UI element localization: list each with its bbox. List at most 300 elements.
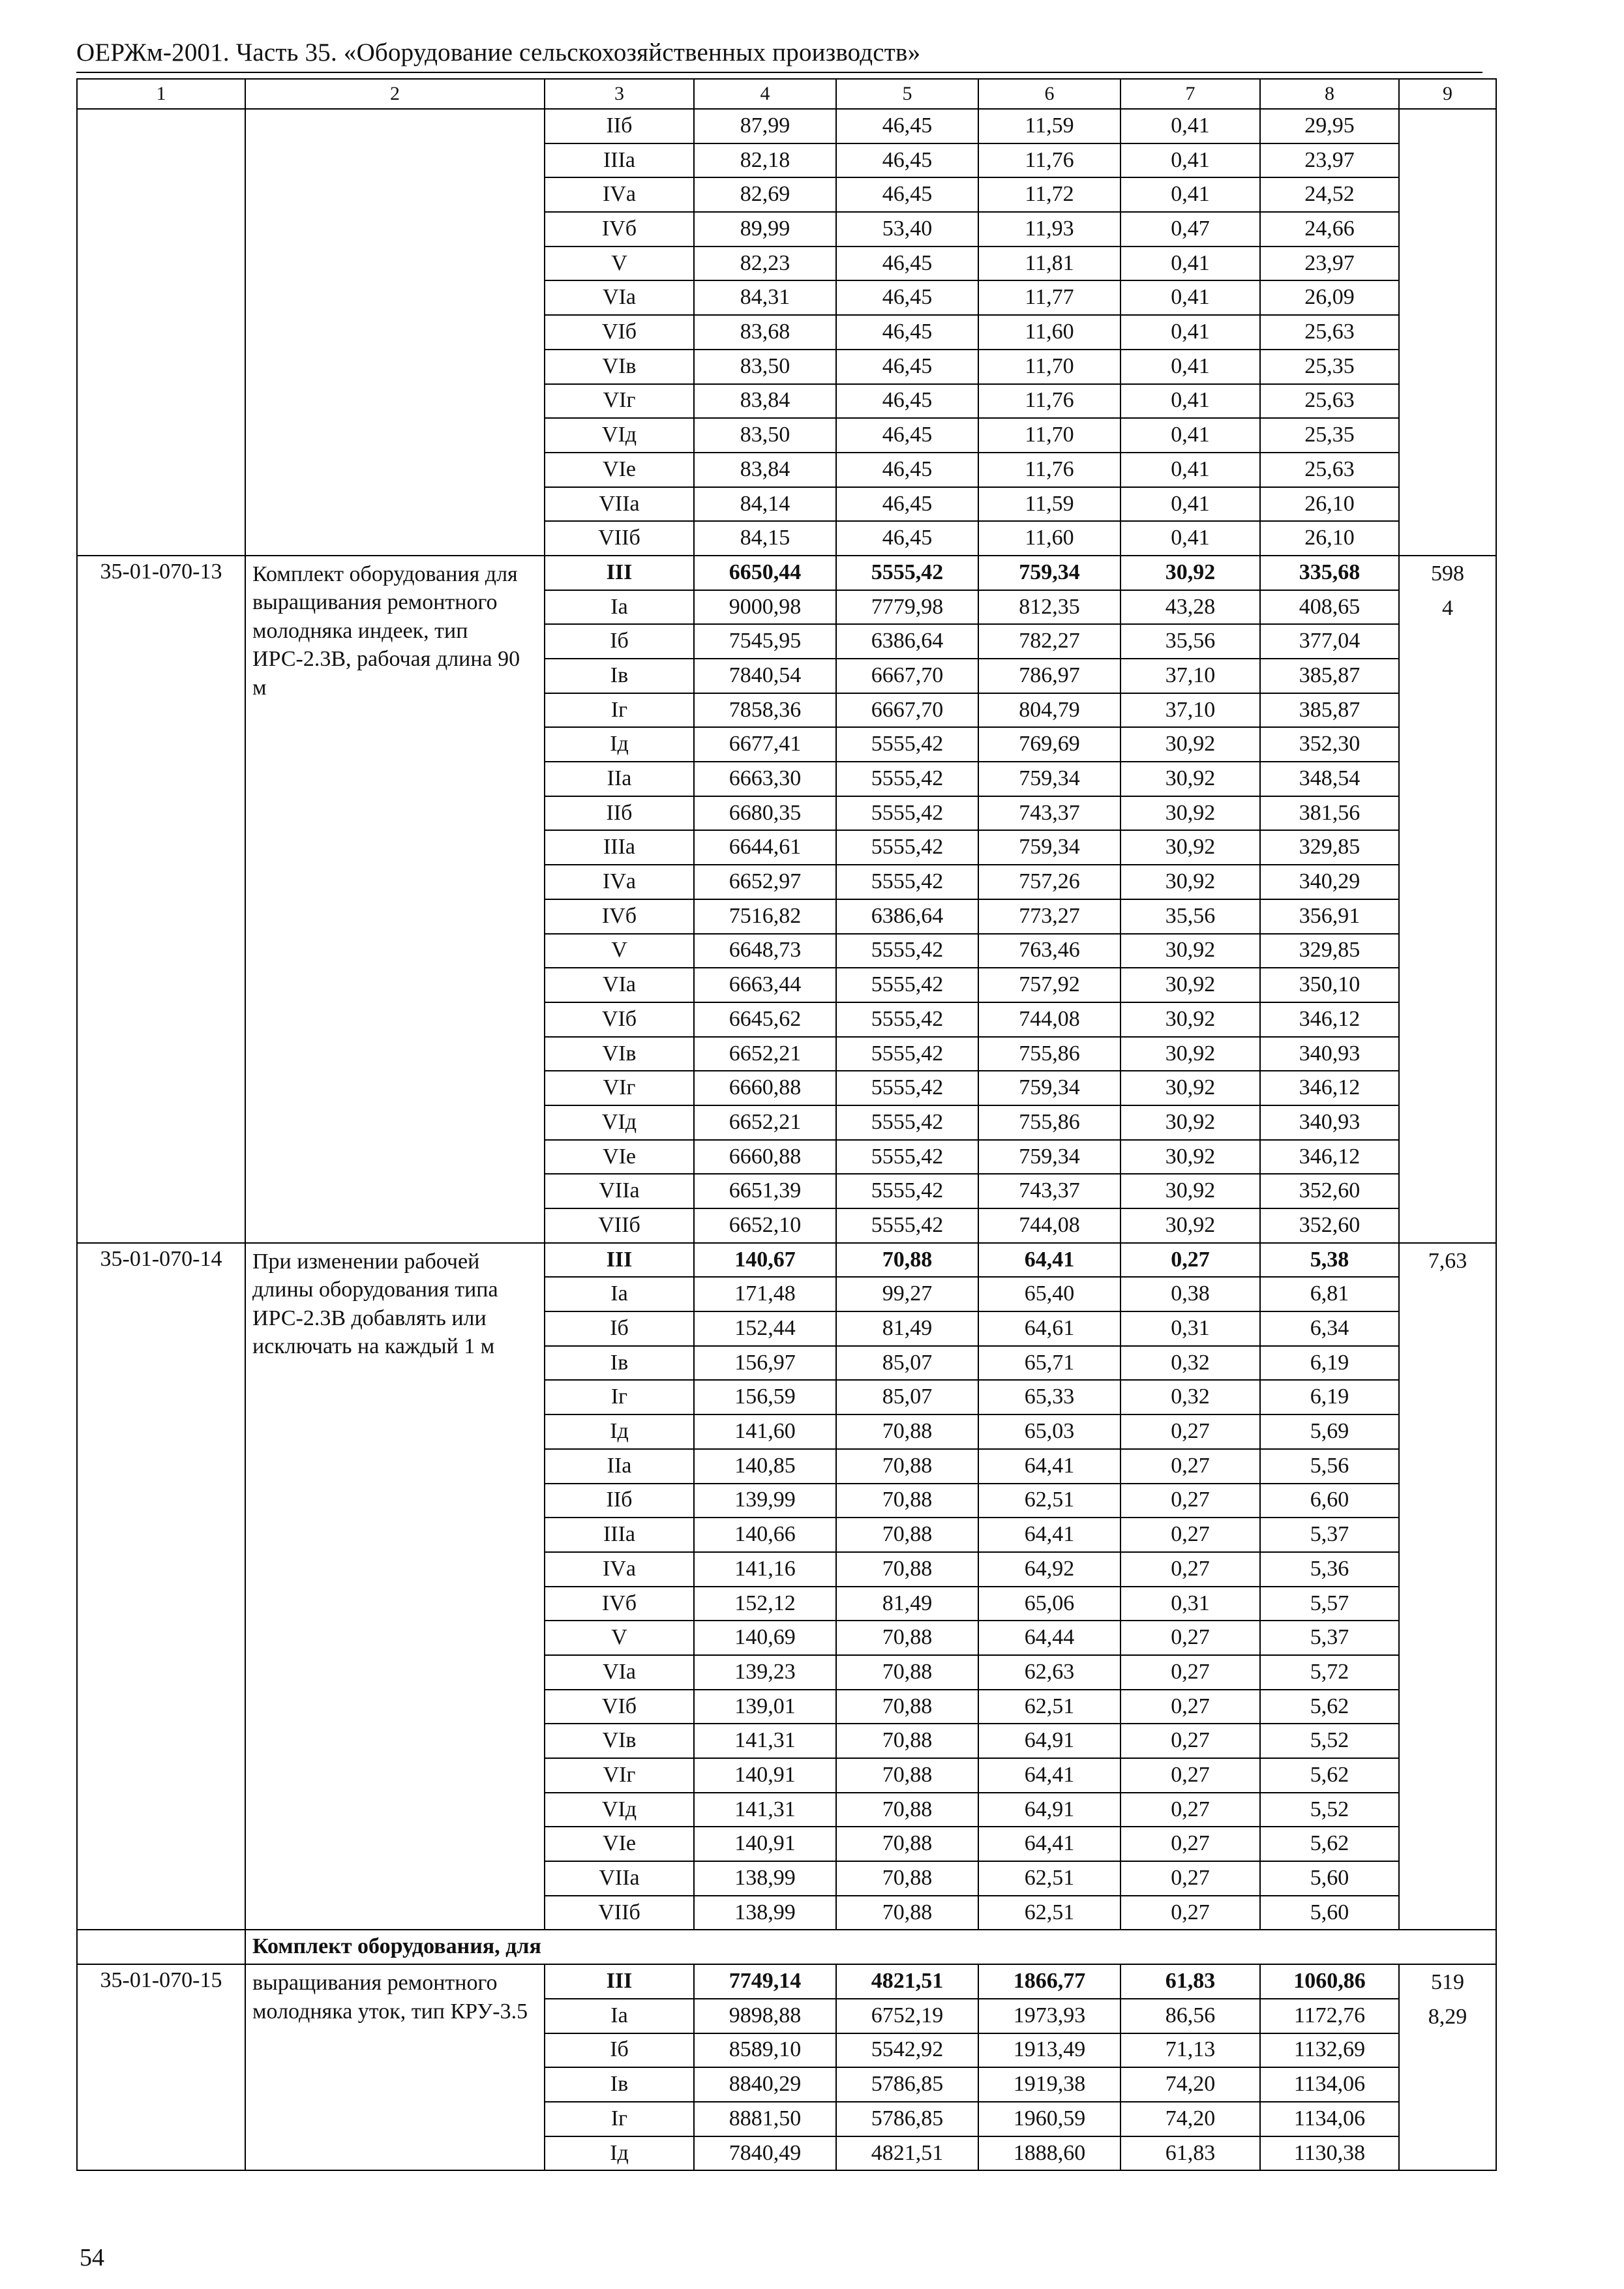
value-cell: 23,97 — [1260, 247, 1399, 281]
value-cell: 83,84 — [694, 453, 836, 487]
value-cell: 139,23 — [694, 1655, 836, 1690]
value-cell: 5555,42 — [836, 968, 978, 1002]
value-cell: 11,76 — [978, 384, 1120, 419]
region-code: IIб — [545, 796, 694, 831]
table-row — [77, 1243, 1496, 1278]
col9-cell — [1399, 1964, 1496, 2170]
value-cell: 64,61 — [978, 1311, 1120, 1346]
value-cell: 152,12 — [694, 1587, 836, 1621]
value-cell: 23,97 — [1260, 143, 1399, 178]
value-cell: 348,54 — [1260, 762, 1399, 796]
region-code: Iг — [545, 2102, 694, 2136]
value-cell: 74,20 — [1120, 2102, 1260, 2136]
value-cell: 0,41 — [1120, 280, 1260, 315]
region-code: Iд — [545, 2136, 694, 2171]
region-code: VIIб — [545, 1208, 694, 1243]
region-code: Iа — [545, 1999, 694, 2033]
value-cell: 64,91 — [978, 1724, 1120, 1758]
value-cell: 0,32 — [1120, 1380, 1260, 1414]
value-cell: 757,92 — [978, 968, 1120, 1002]
value-cell: 64,41 — [978, 1449, 1120, 1484]
value-cell: 385,87 — [1260, 659, 1399, 693]
region-code: IVа — [545, 177, 694, 212]
table-row — [77, 556, 1496, 590]
rates-table-body — [77, 79, 1496, 2170]
value-cell: 1866,77 — [978, 1964, 1120, 1999]
value-cell: 9898,88 — [694, 1999, 836, 2033]
value-cell: 11,59 — [978, 109, 1120, 143]
value-cell: 84,14 — [694, 487, 836, 522]
value-cell: 85,07 — [836, 1380, 978, 1414]
value-cell: 5555,42 — [836, 1208, 978, 1243]
value-cell: 62,51 — [978, 1690, 1120, 1724]
value-cell: 152,44 — [694, 1311, 836, 1346]
value-cell: 5555,42 — [836, 556, 978, 590]
value-cell: 26,10 — [1260, 487, 1399, 522]
value-cell: 64,41 — [978, 1518, 1120, 1552]
value-cell: 83,84 — [694, 384, 836, 419]
value-cell: 25,35 — [1260, 418, 1399, 453]
value-cell: 7516,82 — [694, 899, 836, 934]
region-code: V — [545, 934, 694, 968]
value-cell: 89,99 — [694, 212, 836, 247]
region-code: IIIа — [545, 143, 694, 178]
value-cell: 0,47 — [1120, 212, 1260, 247]
value-cell: 8881,50 — [694, 2102, 836, 2136]
region-code: Iд — [545, 727, 694, 762]
value-cell: 11,59 — [978, 487, 1120, 522]
value-cell: 65,03 — [978, 1414, 1120, 1449]
value-cell: 43,28 — [1120, 590, 1260, 625]
value-cell: 83,68 — [694, 315, 836, 350]
value-cell: 62,51 — [978, 1484, 1120, 1518]
value-cell: 140,69 — [694, 1621, 836, 1655]
value-cell: 7840,49 — [694, 2136, 836, 2171]
region-code: VIIа — [545, 487, 694, 522]
region-code: IIIа — [545, 830, 694, 865]
value-cell: 759,34 — [978, 1071, 1120, 1105]
value-cell: 46,45 — [836, 521, 978, 556]
region-code: IVб — [545, 212, 694, 247]
value-cell: 141,60 — [694, 1414, 836, 1449]
value-cell: 70,88 — [836, 1484, 978, 1518]
column-number: 2 — [245, 79, 545, 109]
value-cell: 35,56 — [1120, 624, 1260, 659]
value-cell: 1919,38 — [978, 2067, 1120, 2102]
value-cell: 329,85 — [1260, 934, 1399, 968]
value-cell: 70,88 — [836, 1690, 978, 1724]
value-cell: 757,26 — [978, 865, 1120, 899]
value-cell: 61,83 — [1120, 2136, 1260, 2171]
value-cell: 5555,42 — [836, 796, 978, 831]
value-cell: 26,10 — [1260, 521, 1399, 556]
region-code: V — [545, 1621, 694, 1655]
value-cell: 340,93 — [1260, 1037, 1399, 1071]
value-cell: 70,88 — [836, 1414, 978, 1449]
region-code: IVб — [545, 1587, 694, 1621]
value-cell: 1134,06 — [1260, 2067, 1399, 2102]
value-cell: 11,76 — [978, 453, 1120, 487]
region-code: Iг — [545, 693, 694, 728]
value-cell: 5,62 — [1260, 1827, 1399, 1861]
value-cell: 769,69 — [978, 727, 1120, 762]
col9-cell — [1399, 556, 1496, 1243]
value-cell: 755,86 — [978, 1105, 1120, 1140]
value-cell: 70,88 — [836, 1518, 978, 1552]
value-cell: 46,45 — [836, 453, 978, 487]
region-code: Iб — [545, 624, 694, 659]
region-code: Iг — [545, 1380, 694, 1414]
value-cell: 5,60 — [1260, 1896, 1399, 1930]
rates-table — [76, 78, 1497, 2171]
col9-value: 7,63 — [1428, 1248, 1467, 1273]
value-cell: 84,31 — [694, 280, 836, 315]
table-row — [77, 1964, 1496, 1999]
region-code: VIв — [545, 350, 694, 384]
region-code: VIг — [545, 384, 694, 419]
value-cell: 743,37 — [978, 796, 1120, 831]
value-cell: 0,27 — [1120, 1484, 1260, 1518]
value-cell: 6650,44 — [694, 556, 836, 590]
value-cell: 0,27 — [1120, 1724, 1260, 1758]
value-cell: 6663,30 — [694, 762, 836, 796]
value-cell: 139,01 — [694, 1690, 836, 1724]
value-cell: 171,48 — [694, 1277, 836, 1311]
value-cell: 6667,70 — [836, 659, 978, 693]
value-cell: 346,12 — [1260, 1071, 1399, 1105]
region-code: VIIб — [545, 521, 694, 556]
value-cell: 352,60 — [1260, 1208, 1399, 1243]
value-cell: 385,87 — [1260, 693, 1399, 728]
value-cell: 0,41 — [1120, 143, 1260, 178]
value-cell: 4821,51 — [836, 2136, 978, 2171]
value-cell: 0,41 — [1120, 487, 1260, 522]
value-cell: 0,41 — [1120, 384, 1260, 419]
value-cell: 141,31 — [694, 1724, 836, 1758]
value-cell: 82,18 — [694, 143, 836, 178]
value-cell: 743,37 — [978, 1174, 1120, 1208]
value-cell: 5,36 — [1260, 1552, 1399, 1587]
section-heading: Комплект оборудования, для — [245, 1930, 1496, 1964]
value-cell: 25,63 — [1260, 315, 1399, 350]
column-number: 9 — [1399, 79, 1496, 109]
region-code: Iа — [545, 590, 694, 625]
region-code: VIд — [545, 418, 694, 453]
region-code: VIд — [545, 1105, 694, 1140]
value-cell: 64,41 — [978, 1758, 1120, 1793]
value-cell: 377,04 — [1260, 624, 1399, 659]
item-code: 35-01-070-14 — [77, 1243, 245, 1930]
value-cell: 7749,14 — [694, 1964, 836, 1999]
value-cell: 46,45 — [836, 177, 978, 212]
value-cell: 0,27 — [1120, 1896, 1260, 1930]
value-cell: 6,60 — [1260, 1484, 1399, 1518]
value-cell: 6386,64 — [836, 624, 978, 659]
col9-value: 8,29 — [1428, 2005, 1467, 2029]
value-cell: 81,49 — [836, 1311, 978, 1346]
value-cell: 74,20 — [1120, 2067, 1260, 2102]
value-cell: 46,45 — [836, 143, 978, 178]
value-cell: 763,46 — [978, 934, 1120, 968]
value-cell: 30,92 — [1120, 1174, 1260, 1208]
value-cell: 5542,92 — [836, 2033, 978, 2068]
value-cell: 352,30 — [1260, 727, 1399, 762]
value-cell: 64,91 — [978, 1793, 1120, 1827]
value-cell: 25,35 — [1260, 350, 1399, 384]
value-cell: 1913,49 — [978, 2033, 1120, 2068]
value-cell: 83,50 — [694, 350, 836, 384]
header-rule — [76, 72, 1482, 73]
value-cell: 6,19 — [1260, 1346, 1399, 1381]
value-cell: 759,34 — [978, 556, 1120, 590]
column-number-row — [77, 79, 1496, 109]
region-code: VIг — [545, 1758, 694, 1793]
value-cell: 346,12 — [1260, 1140, 1399, 1174]
region-code: VIв — [545, 1037, 694, 1071]
value-cell: 5,52 — [1260, 1724, 1399, 1758]
value-cell: 37,10 — [1120, 659, 1260, 693]
value-cell: 30,92 — [1120, 762, 1260, 796]
value-cell: 6680,35 — [694, 796, 836, 831]
value-cell: 0,27 — [1120, 1552, 1260, 1587]
value-cell: 0,27 — [1120, 1621, 1260, 1655]
value-cell: 6645,62 — [694, 1002, 836, 1037]
value-cell: 140,66 — [694, 1518, 836, 1552]
value-cell: 5786,85 — [836, 2102, 978, 2136]
item-description: выращивания ремонтного молодняка уток, тип КРУ-3.5 — [245, 1964, 545, 2170]
value-cell: 6660,88 — [694, 1071, 836, 1105]
value-cell: 30,92 — [1120, 1071, 1260, 1105]
value-cell: 5555,42 — [836, 1174, 978, 1208]
value-cell: 0,41 — [1120, 315, 1260, 350]
value-cell: 11,60 — [978, 315, 1120, 350]
value-cell: 352,60 — [1260, 1174, 1399, 1208]
value-cell: 5555,42 — [836, 762, 978, 796]
value-cell: 0,41 — [1120, 521, 1260, 556]
value-cell: 6752,19 — [836, 1999, 978, 2033]
region-code: VIа — [545, 280, 694, 315]
value-cell: 5,38 — [1260, 1243, 1399, 1278]
col9-value: 4 — [1442, 595, 1453, 620]
item-code: 35-01-070-15 — [77, 1964, 245, 2170]
region-code: Iв — [545, 659, 694, 693]
value-cell: 46,45 — [836, 280, 978, 315]
value-cell: 5555,42 — [836, 727, 978, 762]
column-number: 8 — [1260, 79, 1399, 109]
value-cell: 6648,73 — [694, 934, 836, 968]
column-number: 5 — [836, 79, 978, 109]
value-cell: 11,72 — [978, 177, 1120, 212]
value-cell: 24,52 — [1260, 177, 1399, 212]
region-code: VIг — [545, 1071, 694, 1105]
value-cell: 0,27 — [1120, 1243, 1260, 1278]
value-cell: 1973,93 — [978, 1999, 1120, 2033]
region-code: VIе — [545, 1827, 694, 1861]
value-cell: 1132,69 — [1260, 2033, 1399, 2068]
value-cell: 1888,60 — [978, 2136, 1120, 2171]
value-cell: 84,15 — [694, 521, 836, 556]
value-cell: 46,45 — [836, 384, 978, 419]
value-cell: 46,45 — [836, 247, 978, 281]
region-code: III — [545, 1964, 694, 1999]
value-cell: 11,70 — [978, 350, 1120, 384]
value-cell: 46,45 — [836, 315, 978, 350]
value-cell: 5555,42 — [836, 1071, 978, 1105]
value-cell: 408,65 — [1260, 590, 1399, 625]
column-number: 3 — [545, 79, 694, 109]
value-cell: 53,40 — [836, 212, 978, 247]
value-cell: 138,99 — [694, 1861, 836, 1896]
value-cell: 85,07 — [836, 1346, 978, 1381]
region-code: IIа — [545, 1449, 694, 1484]
value-cell: 30,92 — [1120, 934, 1260, 968]
value-cell: 30,92 — [1120, 1105, 1260, 1140]
region-code: VIв — [545, 1724, 694, 1758]
value-cell: 11,60 — [978, 521, 1120, 556]
value-cell: 70,88 — [836, 1758, 978, 1793]
value-cell: 759,34 — [978, 762, 1120, 796]
item-code — [77, 109, 245, 556]
value-cell: 37,10 — [1120, 693, 1260, 728]
region-code: IIа — [545, 762, 694, 796]
value-cell: 62,63 — [978, 1655, 1120, 1690]
region-code: Iд — [545, 1414, 694, 1449]
value-cell: 82,69 — [694, 177, 836, 212]
value-cell: 5,60 — [1260, 1861, 1399, 1896]
value-cell: 5,52 — [1260, 1793, 1399, 1827]
value-cell: 71,13 — [1120, 2033, 1260, 2068]
value-cell: 381,56 — [1260, 796, 1399, 831]
column-number: 1 — [77, 79, 245, 109]
value-cell: 5,69 — [1260, 1414, 1399, 1449]
value-cell: 0,31 — [1120, 1311, 1260, 1346]
value-cell: 141,31 — [694, 1793, 836, 1827]
value-cell: 26,09 — [1260, 280, 1399, 315]
value-cell: 61,83 — [1120, 1964, 1260, 1999]
value-cell: 0,27 — [1120, 1690, 1260, 1724]
region-code: VIе — [545, 1140, 694, 1174]
value-cell: 4821,51 — [836, 1964, 978, 1999]
value-cell: 30,92 — [1120, 727, 1260, 762]
region-code: III — [545, 556, 694, 590]
value-cell: 140,67 — [694, 1243, 836, 1278]
region-code: IIб — [545, 1484, 694, 1518]
value-cell: 70,88 — [836, 1621, 978, 1655]
value-cell: 82,23 — [694, 247, 836, 281]
value-cell: 0,41 — [1120, 453, 1260, 487]
value-cell: 6,34 — [1260, 1311, 1399, 1346]
value-cell: 9000,98 — [694, 590, 836, 625]
value-cell: 25,63 — [1260, 384, 1399, 419]
value-cell: 0,27 — [1120, 1655, 1260, 1690]
value-cell: 87,99 — [694, 109, 836, 143]
region-code: Iа — [545, 1277, 694, 1311]
value-cell: 24,66 — [1260, 212, 1399, 247]
section-heading-empty — [77, 1930, 245, 1964]
region-code: VIб — [545, 1002, 694, 1037]
value-cell: 5,72 — [1260, 1655, 1399, 1690]
value-cell: 11,76 — [978, 143, 1120, 178]
value-cell: 139,99 — [694, 1484, 836, 1518]
value-cell: 6660,88 — [694, 1140, 836, 1174]
region-code: IIб — [545, 109, 694, 143]
value-cell: 70,88 — [836, 1861, 978, 1896]
value-cell: 6652,97 — [694, 865, 836, 899]
region-code: VIб — [545, 1690, 694, 1724]
value-cell: 30,92 — [1120, 1002, 1260, 1037]
value-cell: 346,12 — [1260, 1002, 1399, 1037]
region-code: VIд — [545, 1793, 694, 1827]
value-cell: 0,32 — [1120, 1346, 1260, 1381]
value-cell: 1060,86 — [1260, 1964, 1399, 1999]
value-cell: 30,92 — [1120, 1140, 1260, 1174]
col9-value: 598 — [1431, 561, 1464, 586]
col9-cell — [1399, 109, 1496, 556]
value-cell: 64,41 — [978, 1827, 1120, 1861]
col9-value: 519 — [1431, 1970, 1464, 1995]
region-code: Iб — [545, 1311, 694, 1346]
value-cell: 86,56 — [1120, 1999, 1260, 2033]
value-cell: 0,27 — [1120, 1861, 1260, 1896]
value-cell: 70,88 — [836, 1724, 978, 1758]
value-cell: 6667,70 — [836, 693, 978, 728]
col9-cell — [1399, 1243, 1496, 1930]
value-cell: 46,45 — [836, 109, 978, 143]
value-cell: 30,92 — [1120, 968, 1260, 1002]
value-cell: 1960,59 — [978, 2102, 1120, 2136]
region-code: VIб — [545, 315, 694, 350]
value-cell: 29,95 — [1260, 109, 1399, 143]
region-code: III — [545, 1243, 694, 1278]
value-cell: 99,27 — [836, 1277, 978, 1311]
value-cell: 0,27 — [1120, 1793, 1260, 1827]
value-cell: 11,70 — [978, 418, 1120, 453]
item-description: Комплект оборудования для выращивания ремонтного молодняка индеек, тип ИРС-2.3В, рабочая длина 90 м — [245, 556, 545, 1243]
value-cell: 64,41 — [978, 1243, 1120, 1278]
value-cell: 35,56 — [1120, 899, 1260, 934]
value-cell: 759,34 — [978, 830, 1120, 865]
value-cell: 65,40 — [978, 1277, 1120, 1311]
value-cell: 0,27 — [1120, 1827, 1260, 1861]
value-cell: 5555,42 — [836, 1037, 978, 1071]
region-code: IVб — [545, 899, 694, 934]
value-cell: 141,16 — [694, 1552, 836, 1587]
item-description: При изменении рабочей длины оборудования типа ИРС-2.3В добавлять или исключать на каждый 1 м — [245, 1243, 545, 1930]
value-cell: 340,93 — [1260, 1105, 1399, 1140]
column-number: 7 — [1120, 79, 1260, 109]
value-cell: 30,92 — [1120, 830, 1260, 865]
value-cell: 6,19 — [1260, 1380, 1399, 1414]
value-cell: 1172,76 — [1260, 1999, 1399, 2033]
value-cell: 70,88 — [836, 1793, 978, 1827]
value-cell: 5,62 — [1260, 1758, 1399, 1793]
value-cell: 6663,44 — [694, 968, 836, 1002]
value-cell: 6644,61 — [694, 830, 836, 865]
value-cell: 0,41 — [1120, 350, 1260, 384]
value-cell: 0,31 — [1120, 1587, 1260, 1621]
value-cell: 83,50 — [694, 418, 836, 453]
value-cell: 5,37 — [1260, 1518, 1399, 1552]
value-cell: 70,88 — [836, 1449, 978, 1484]
value-cell: 0,41 — [1120, 109, 1260, 143]
value-cell: 70,88 — [836, 1655, 978, 1690]
value-cell: 5555,42 — [836, 934, 978, 968]
item-description — [245, 109, 545, 556]
value-cell: 8840,29 — [694, 2067, 836, 2102]
region-code: VIа — [545, 968, 694, 1002]
value-cell: 335,68 — [1260, 556, 1399, 590]
value-cell: 759,34 — [978, 1140, 1120, 1174]
